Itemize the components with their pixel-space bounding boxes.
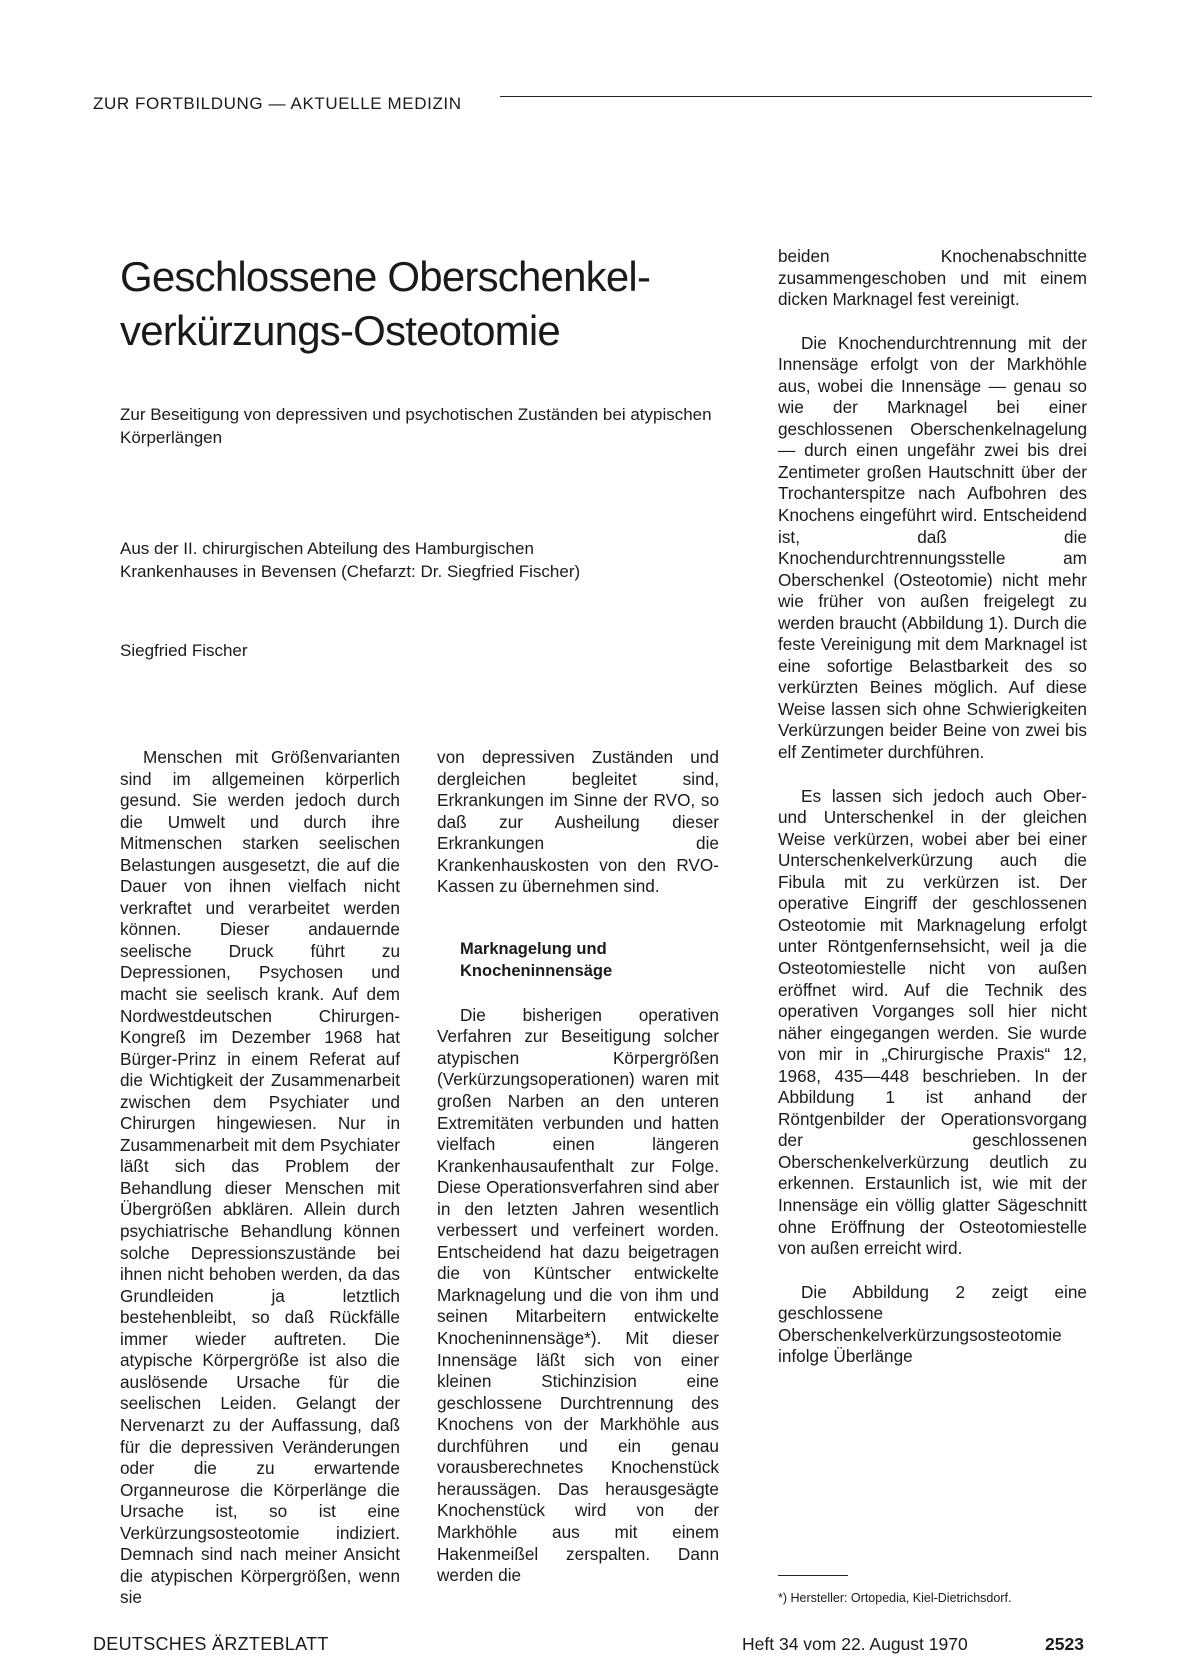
page-number: 2523 [1045, 1634, 1084, 1654]
journal-name: DEUTSCHES ÄRZTEBLATT [93, 1634, 329, 1654]
body-paragraph: Es lassen sich jedoch auch Ober- und Unterschenkel in der gleichen Weise verkürzen, wobei aber bei einer Unterschenkelverkürzung auch die Fibula mit zu verkürzen ist. Der operative Eingriff der geschlossenen Osteotomie mit Marknagelung erfolgt unter Röntgenfernsehsicht, weil ja die Osteotomiestelle nicht von außen eröffnet wird. Auf die Technik des operativen Vorganges soll hier nicht näher eingegangen werden. Sie wurde von mir in „Chirurgische Praxis“ 12, 1968, 435—448 beschrieben. In der Abbildung 1 ist anhand der Röntgenbilder der Operationsvorgang der geschlossenen Oberschenkelverkürzung deutlich zu erkennen. Erstaunlich ist, wie mit der Innensäge ein völlig glatter Sägeschnitt ohne Eröffnung der Osteotomiestelle von außen erreicht wird. [778, 785, 1087, 1259]
article-title-line-1: Geschlossene Oberschenkel- [120, 253, 651, 300]
body-paragraph: beiden Knochenabschnitte zusammengeschoben und mit einem dicken Marknagel fest vereinigt. [778, 246, 1087, 310]
affiliation-line-1: Aus der II. chirurgischen Abteilung des Hamburgischen [120, 539, 534, 558]
article-title [120, 250, 650, 358]
issue-info: Heft 34 vom 22. August 1970 [742, 1634, 968, 1654]
body-paragraph: Die Knochendurchtrennung mit der Innensäge erfolgt von der Markhöhle aus, wobei die Innensäge — genau so wie der Marknagel bei einer geschlossenen Oberschenkelnagelung — durch einen ungefähr zwei bis drei Zentimeter großen Hautschnitt über der Trochanterspitze nach Aufbohren des Knochens eingeführt wird. Entscheidend ist, daß die Knochendurchtrennungsstelle am Oberschenkel (Osteotomie) nicht mehr wie früher von außen freigelegt zu werden braucht (Abbildung 1). Durch die feste Vereinigung mit dem Marknagel ist eine sofortige Belastbarkeit des so verkürzten Beines möglich. Auf diese Weise lassen sich ohne Schwierigkeiten Verkürzungen beider Beine von zwei bis elf Zentimeter durchführen. [778, 332, 1087, 763]
section-header-label: ZUR FORTBILDUNG — AKTUELLE MEDIZIN [93, 94, 462, 113]
body-paragraph: Menschen mit Größenvarianten sind im allgemeinen körperlich gesund. Sie werden jedoch durch die Umwelt und durch ihre Mitmenschen starken seelischen Belastungen ausgesetzt, die auf die Dauer von ihnen vielfach nicht verkraftet und verarbeitet werden können. Dieser andauernde seelische Druck führt zu Depressionen, Psychosen und macht sie seelisch krank. Auf dem Nordwestdeutschen Chirurgen-Kongreß im Dezember 1968 hat Bürger-Prinz in einem Referat auf die Wichtigkeit der Zusammenarbeit zwischen dem Psychiater und Chirurgen hingewiesen. Nur in Zusammenarbeit mit dem Psychiater läßt sich das Problem der Behandlung dieser Menschen mit Übergrößen abklären. Allein durch psychiatrische Behandlung können solche Depressionszustände bei ihnen nicht behoben werden, da das Grundleiden ja letztlich bestehenbleibt, so daß Rückfälle immer wieder auftreten. Die atypische Körpergröße ist also die auslösende Ursache für die seelischen Leiden. Gelangt der Nervenarzt zu der Auffassung, daß für die depressiven Veränderungen oder die zu erwartende Organneurose die Körperlänge die Ursache ist, so ist eine Verkürzungsosteotomie indiziert. Demnach sind nach meiner Ansicht die atypischen Körpergrößen, wenn sie [120, 747, 400, 1608]
footnote: *) Hersteller: Ortopedia, Kiel-Dietrichsdorf. [778, 1591, 1012, 1605]
body-column-1 [120, 747, 400, 1609]
section-heading [460, 938, 719, 982]
article-author: Siegfried Fischer [120, 641, 248, 660]
footnote-rule [778, 1575, 848, 1576]
affiliation-line-2: Krankenhauses in Bevensen (Chefarzt: Dr. Siegfried Fischer) [120, 562, 581, 581]
body-paragraph: Die Abbildung 2 zeigt eine geschlossene Oberschenkelverkürzungsosteotomie infolge Überlänge [778, 1281, 1087, 1367]
section-heading-line-1: Marknagelung und [460, 939, 607, 958]
body-paragraph: von depressiven Zuständen und dergleichen begleitet sind, Erkrankungen im Sinne der RVO, so daß zur Ausheilung dieser Erkrankungen die Krankenhauskosten von den RVO-Kassen zu übernehmen sind. [437, 747, 719, 897]
section-heading-line-2: Knocheninnensäge [460, 961, 613, 980]
header-rule [500, 96, 1092, 97]
body-column-3 [778, 246, 1087, 1368]
body-column-2 [437, 747, 719, 1587]
article-title-line-2: verkürzungs-Osteotomie [120, 307, 560, 354]
body-paragraph: Die bisherigen operativen Verfahren zur Beseitigung solcher atypischen Körpergrößen (Verkürzungsoperationen) waren mit großen Narben an den unteren Extremitäten verbunden und hatten vielfach einen längeren Krankenhausaufenthalt zur Folge. Diese Operationsverfahren sind aber in den letzten Jahren wesentlich verbessert und verfeinert worden. Entscheidend hat dazu beigetragen die von Küntscher entwickelte Marknagelung und die von ihm und seinen Mitarbeitern entwickelte Knocheninnensäge*). Mit dieser Innensäge läßt sich von einer kleinen Stichinzision eine geschlossene Durchtrennung des Knochens von der Markhöhle aus durchführen und ein genau vorausberechnetes Knochenstück heraussägen. Das herausgesägte Knochenstück wird von der Markhöhle aus mit einem Hakenmeißel zerspalten. Dann werden die [437, 1004, 719, 1586]
article-affiliation [120, 537, 740, 583]
article-subtitle: Zur Beseitigung von depressiven und psychotischen Zuständen bei atypischen Körperlängen [120, 405, 712, 447]
